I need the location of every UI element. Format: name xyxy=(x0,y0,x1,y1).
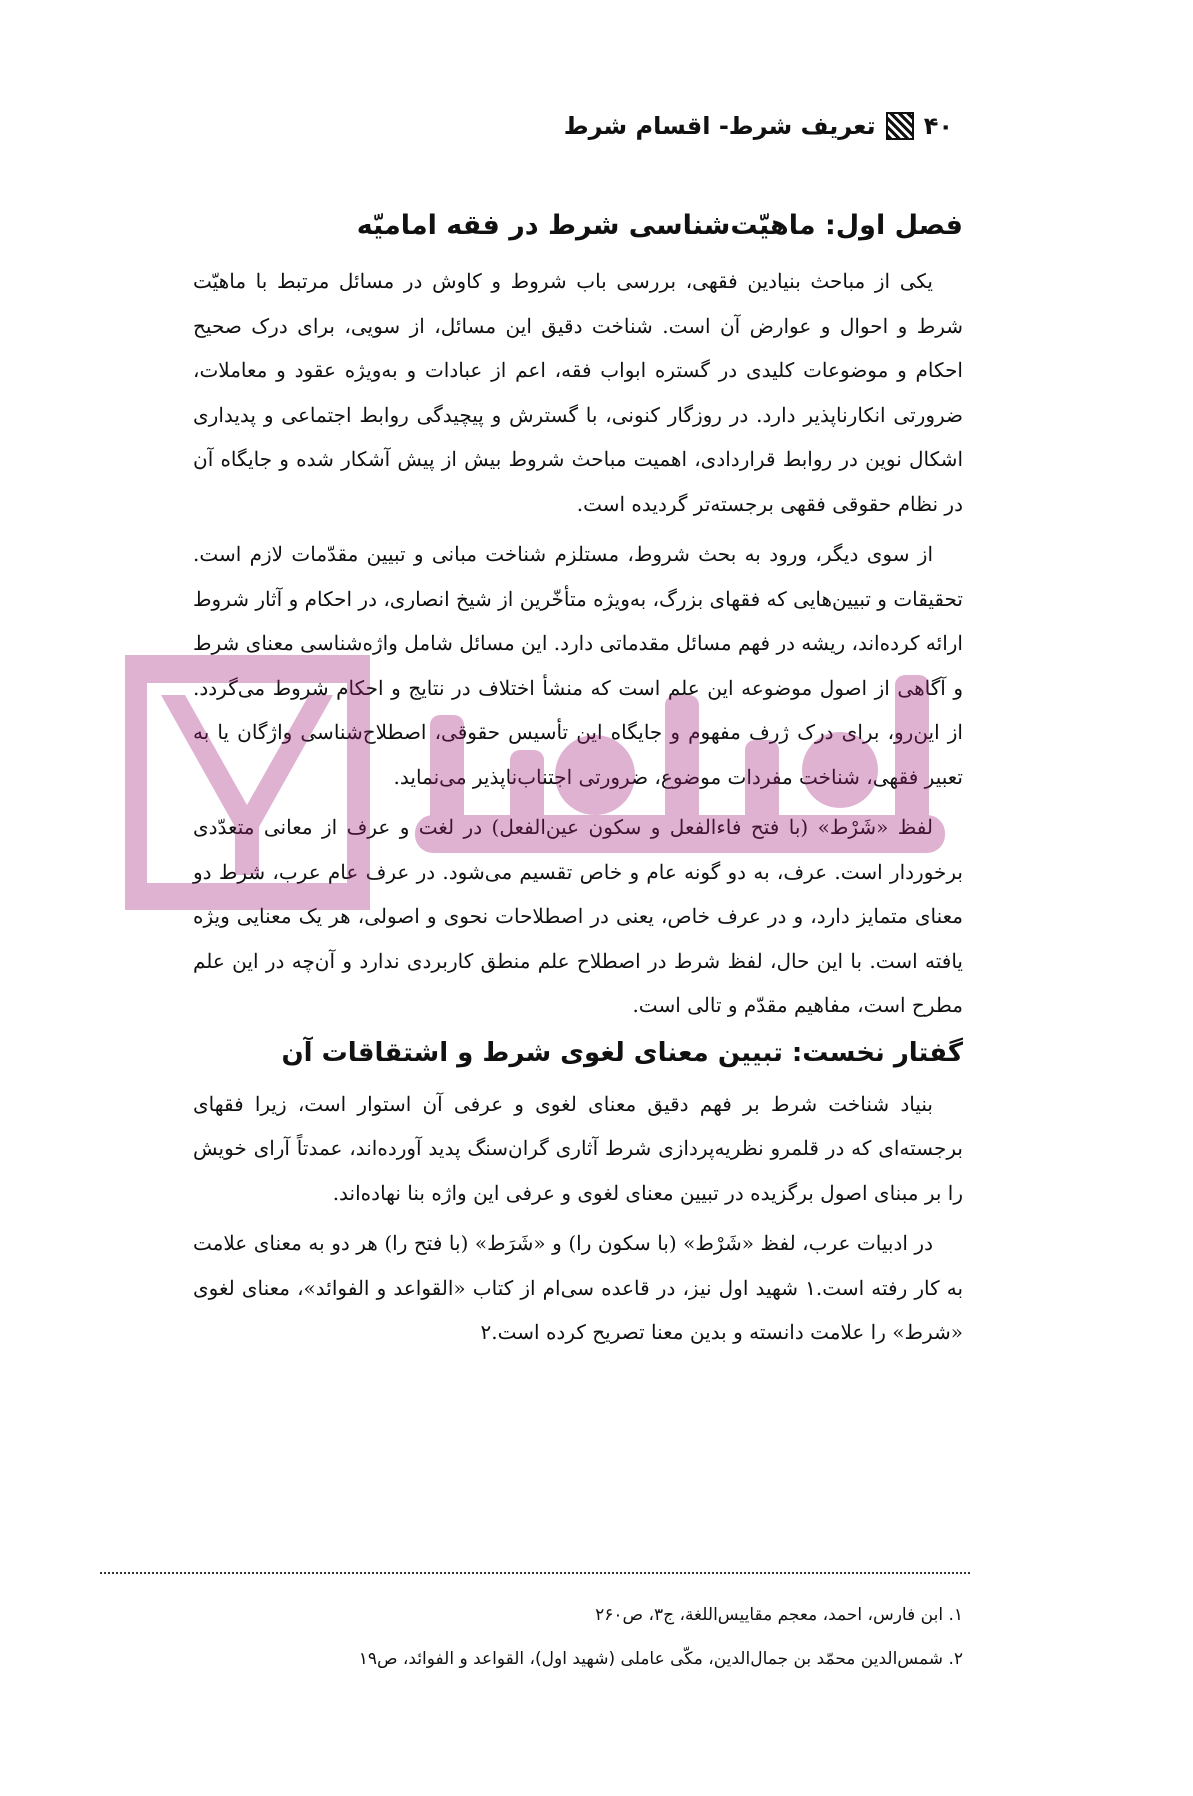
paragraph: از سوی دیگر، ورود به بحث شروط، مستلزم شناخت مبانی و تبیین مقدّمات لازم است. تحقیقات و تبیین‌هایی که فقهای بزرگ، به‌ویژه متأخّرین از شیخ انصاری، در احکام و آثار شروط ارائه کرده‌اند، ریشه در فهم مسائل مقدماتی دارد. این مسائل شامل واژه‌شناسی معنای شرط و آگاهی از اصول موضوعه این علم است که منشأ اختلاف در نتایج و احکام شروط می‌گردد. از این‌رو، برای درک ژرف مفهوم و جایگاه این تأسیس حقوقی، اصطلاح‌شناسی واژگان یا به تعبیر فقهی، شناخت مفردات موضوع، ضرورتی اجتناب‌ناپذیر می‌نماید. xyxy=(193,542,963,789)
footnote: ۱. ابن فارس، احمد، معجم مقاییس‌اللغة، ج۳، ص۲۶۰ xyxy=(595,1605,963,1625)
running-title: تعریف شرط- اقسام شرط xyxy=(563,112,876,140)
ornament-icon xyxy=(886,112,914,140)
main-content xyxy=(193,210,963,1361)
paragraph: لفظ «شَرْط» (با فتح فاءالفعل و سکون عین‌الفعل) در لغت و عرف از معانی متعدّدی برخوردار است. عرف، به دو گونه عام و خاص تقسیم می‌شود. در عرف عام عرب، شرط دو معنای متمایز دارد، و در عرف خاص، یعنی در اصطلاحات نحوی و اصولی، هر یک معنایی ویژه یافته است. با این حال، لفظ شرط در اصطلاح علم منطق کاربردی ندارد و آن‌چه در این علم مطرح است، مفاهیم مقدّم و تالی است. xyxy=(193,815,963,1017)
running-header xyxy=(564,112,953,140)
footnote-divider xyxy=(100,1572,970,1574)
paragraph: در ادبیات عرب، لفظ «شَرْط» (با سکون را) و «شَرَط» (با فتح را) هر دو به معنای علامت به کار رفته است.۱ شهید اول نیز، در قاعده سی‌ام از کتاب «القواعد و الفوائد»، معنای لغوی «شرط» را علامت دانسته و بدین معنا تصریح کرده است.۲ xyxy=(193,1231,964,1344)
footnotes xyxy=(193,1598,963,1686)
page-number: ۴۰ xyxy=(923,112,953,140)
footnote: ۲. شمس‌الدین محمّد بن جمال‌الدین، مکّی عاملی (شهید اول)، القواعد و الفوائد، ص۱۹ xyxy=(358,1649,963,1669)
paragraph: بنیاد شناخت شرط بر فهم دقیق معنای لغوی و عرفی آن استوار است، زیرا فقهای برجسته‌ای که در قلمرو نظریه‌پردازی شرط آثاری گران‌سنگ پدید آورده‌اند، عمدتاً آرای خویش را بر مبنای اصول برگزیده در تبیین معنای لغوی و عرفی این واژه بنا نهاده‌اند. xyxy=(193,1091,963,1205)
paragraph: یکی از مباحث بنیادین فقهی، بررسی باب شروط و کاوش در مسائل مرتبط با ماهیّت شرط و احوال و عوارض آن است. شناخت دقیق این مسائل، از سویی، برای درک صحیح احکام و موضوعات کلیدی در گستره ابواب فقه، اعم از عبادات و به‌ویژه عقود و معاملات، ضرورتی انکارناپذیر دارد. در روزگار کنونی، با گسترش و پیچیدگی روابط اجتماعی و پدیداری اشکال نوین در روابط قراردادی، اهمیت مباحث شروط بیش از پیش آشکار شده و جایگاه آن در نظام حقوقی فقهی برجسته‌تر گردیده است. xyxy=(193,269,963,516)
section-title: گفتار نخست: تبیین معنای لغوی شرط و اشتقاقات آن xyxy=(281,1037,963,1068)
chapter-title: فصل اول: ماهیّت‌شناسی شرط در فقه امامیّه xyxy=(356,210,963,241)
